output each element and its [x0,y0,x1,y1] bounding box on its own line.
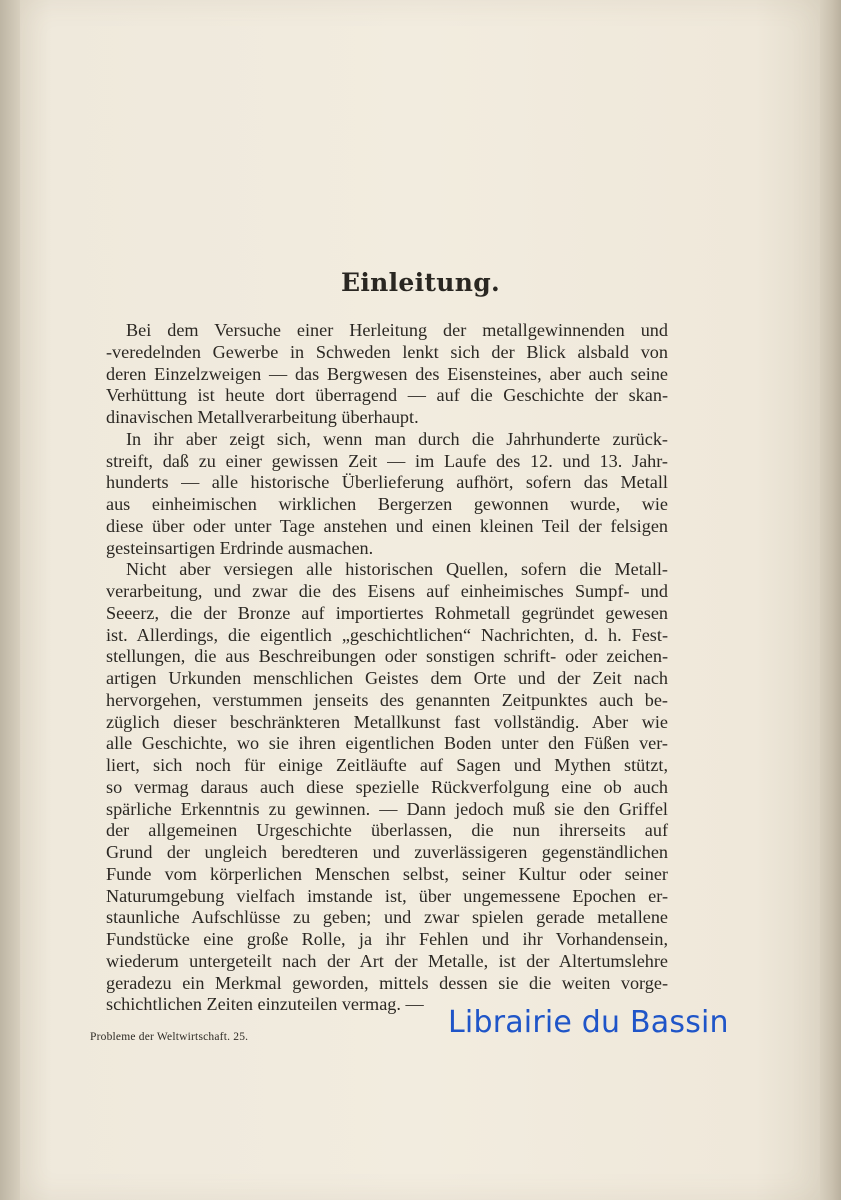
text-line: hervorgehen, verstummen jenseits des genannten Zeitpunktes auch be- [106,689,668,710]
text-line: stellungen, die aus Beschreibungen oder sonstigen schrift- oder zeichen- [106,646,668,667]
text-line: Seeerz, die der Bronze auf importiertes Rohmetall gegründet gewesen [106,602,668,623]
text-line: alle Geschichte, wo sie ihren eigentlichen Boden unter den Füßen ver- [106,733,668,754]
seller-watermark: Librairie du Bassin [448,1005,729,1040]
text-line: deren Einzelzweigen — das Bergwesen des Eisensteines, aber auch seine [106,363,668,384]
text-line: artigen Urkunden menschlichen Geistes dem Orte und der Zeit nach [106,668,668,688]
text-line: wiederum untergeteilt nach der Art der Metalle, ist der Altertumslehre [106,950,668,971]
text-line: ist. Allerdings, die eigentlich „geschichtlichen“ Nachrichten, d. h. Fest- [106,624,668,645]
book-page-edge-right [820,0,841,1200]
page-footer: Probleme der Weltwirtschaft. 25. [90,1031,249,1043]
text-line: liert, sich noch für einige Zeitläufte auf Sagen und Mythen stützt, [106,755,668,775]
text-line: In ihr aber zeigt sich, wenn man durch die Jahrhunderte zurück- [126,428,668,449]
text-line: Fundstücke eine große Rolle, ja ihr Fehlen und ihr Vorhandensein, [106,929,668,949]
text-line: schichtlichen Zeiten einzuteilen vermag. — [106,994,424,1015]
text-line: Grund der ungleich beredteren und zuverlässigeren gegenständlichen [106,842,668,862]
text-line: spärliche Erkenntnis zu gewinnen. — Dann jedoch muß sie den Griffel [106,798,668,819]
text-line: Naturumgebung vielfach imstande ist, über ungemessene Epochen er- [106,885,668,906]
text-line: Funde vom körperlichen Menschen selbst, seiner Kultur oder seiner [106,863,668,884]
text-line: züglich dieser beschränkteren Metallkunst fast vollständig. Aber wie [106,711,668,732]
text-line: -veredelnden Gewerbe in Schweden lenkt sich der Blick alsbald von [106,341,668,362]
text-line: so vermag daraus auch diese spezielle Rückverfolgung eine ob auch [106,776,668,797]
text-line: Verhüttung ist heute dort überragend — auf die Geschichte der skan- [106,385,668,406]
text-line: geradezu ein Merkmal geworden, mittels dessen sie die weiten vorge- [106,972,668,993]
text-line: hunderts — alle historische Überlieferung aufhört, sofern das Metall [106,472,668,493]
chapter-title: Einleitung. [340,268,500,297]
text-line: gesteinsartigen Erdrinde ausmachen. [106,537,374,558]
book-gutter-left [0,0,20,1200]
text-line: staunliche Aufschlüsse zu geben; und zwar spielen gerade metallene [106,907,668,928]
text-line: streift, daß zu einer gewissen Zeit — im Laufe des 12. und 13. Jahr- [106,450,668,471]
body-text [106,320,668,1016]
text-line: dinavischen Metallverarbeitung überhaupt. [106,407,419,427]
text-line: aus einheimischen wirklichen Bergerzen gewonnen wurde, wie [106,494,668,514]
text-line: verarbeitung, und zwar die des Eisens auf einheimisches Sumpf- und [106,581,668,601]
text-line: diese über oder unter Tage anstehen und einen kleinen Teil der felsigen [106,515,668,536]
text-line: Bei dem Versuche einer Herleitung der metallgewinnenden und [126,320,668,340]
text-line: der allgemeinen Urgeschichte überlassen, die nun ihrerseits auf [106,820,668,841]
text-line: Nicht aber versiegen alle historischen Quellen, sofern die Metall- [126,559,668,580]
